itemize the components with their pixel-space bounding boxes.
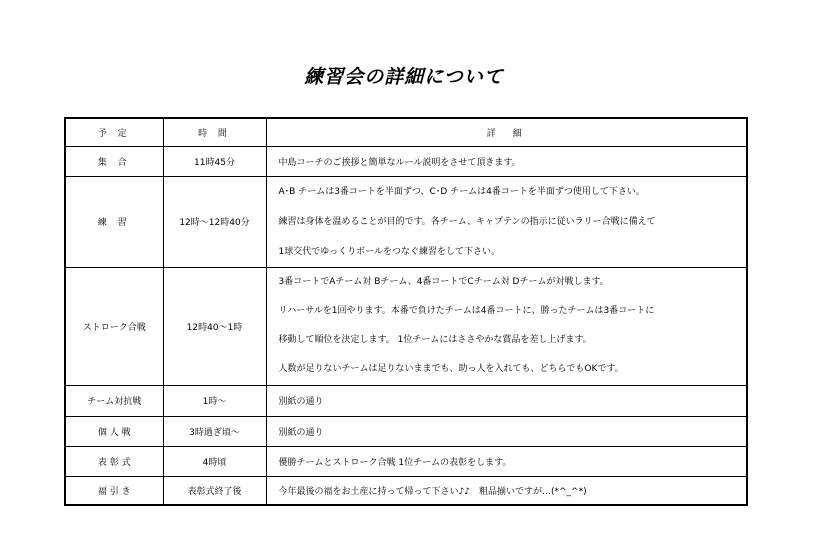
event-cell: 表 彰 式 — [65, 446, 163, 476]
details-cell — [266, 146, 747, 176]
detail-line: 今年最後の福をお土産に持って帰って下さい♪♪ 粗品揃いですが…(*^_^*) — [278, 486, 587, 497]
detail-line: 1球交代でゆっくりボールをつなぐ練習をして下さい。 — [278, 246, 500, 257]
table-row — [65, 446, 747, 476]
schedule-table — [64, 117, 748, 506]
event-cell: 練 習 — [65, 176, 163, 267]
detail-line: 人数が足りないチームは足りないままでも、助っ人を入れても、どちらでもOKです。 — [278, 364, 624, 374]
header-time: 時 間 — [163, 118, 266, 146]
details-cell — [266, 267, 747, 385]
detail-line: 3番コートでAチーム対 Bチーム、4番コートでCチーム対 Dチームが対戦します。 — [278, 277, 609, 287]
table-row — [65, 385, 747, 416]
header-details: 詳 細 — [266, 118, 747, 146]
time-cell: 12時～12時40分 — [163, 176, 266, 267]
time-cell: 4時頃 — [163, 446, 266, 476]
event-cell: 福 引 き — [65, 476, 163, 505]
detail-line: A･B チームは3番コートを半面ずつ、C･D チームは4番コートを半面ずつ使用して下さい。 — [278, 186, 645, 197]
details-cell — [266, 476, 747, 505]
detail-line: 練習は身体を温めることが目的です。各チーム、キャプテンの指示に従いラリー合戦に備えて — [278, 216, 656, 227]
detail-line: 移動して順位を決定します。 1位チームにはささやかな賞品を差し上げます。 — [278, 335, 592, 345]
detail-line: 別紙の通り — [278, 427, 324, 438]
details-cell — [266, 385, 747, 416]
event-cell: 集 合 — [65, 146, 163, 176]
table-header-row — [65, 118, 747, 146]
event-cell: チーム対抗戦 — [65, 385, 163, 416]
header-schedule: 予 定 — [65, 118, 163, 146]
time-cell: 表彰式終了後 — [163, 476, 266, 505]
table-row — [65, 176, 747, 267]
time-cell: 11時45分 — [163, 146, 266, 176]
table-row — [65, 476, 747, 505]
details-cell — [266, 416, 747, 446]
table-row — [65, 416, 747, 446]
details-cell — [266, 446, 747, 476]
table-row — [65, 146, 747, 176]
time-cell: 1時～ — [163, 385, 266, 416]
event-cell: ストローク合戦 — [65, 267, 163, 385]
detail-line: 別紙の通り — [278, 397, 324, 407]
details-cell — [266, 176, 747, 267]
event-cell: 個 人 戦 — [65, 416, 163, 446]
detail-line: 中島コーチのご挨拶と簡単なルール説明をさせて頂きます。 — [278, 157, 521, 168]
detail-line: 優勝チームとストローク合戦 1位チームの表彰をします。 — [278, 457, 512, 468]
document-title: 練習会の詳細について — [304, 66, 504, 88]
time-cell: 3時過ぎ頃～ — [163, 416, 266, 446]
detail-line: リハーサルを1回やります。本番で負けたチームは4番コートに、勝ったチームは3番コートに — [278, 306, 655, 316]
time-cell: 12時40～1時 — [163, 267, 266, 385]
table-row — [65, 267, 747, 385]
